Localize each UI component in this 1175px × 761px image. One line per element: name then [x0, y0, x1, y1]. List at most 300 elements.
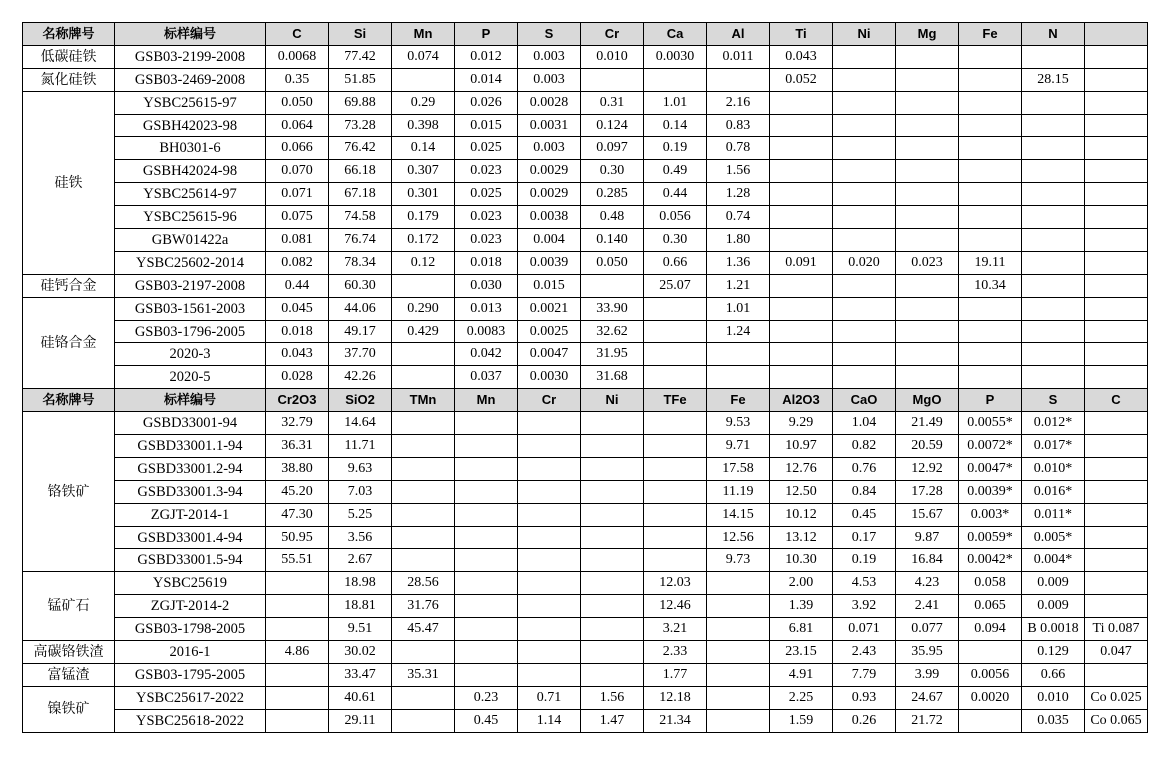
value-cell: 9.51: [329, 618, 392, 641]
value-cell: [1022, 45, 1085, 68]
value-cell: 1.04: [833, 412, 896, 435]
value-cell: 42.26: [329, 366, 392, 389]
value-cell: 0.004*: [1022, 549, 1085, 572]
value-cell: 44.06: [329, 297, 392, 320]
value-cell: [1085, 183, 1148, 206]
value-cell: 0.025: [455, 183, 518, 206]
value-cell: 36.31: [266, 435, 329, 458]
value-cell: 0.097: [581, 137, 644, 160]
value-cell: 1.24: [707, 320, 770, 343]
sample-id-cell: GSBD33001.1-94: [115, 435, 266, 458]
value-cell: [1022, 320, 1085, 343]
column-header: Cr2O3: [266, 389, 329, 412]
sample-id-cell: GSBD33001.3-94: [115, 480, 266, 503]
value-cell: 0.020: [833, 251, 896, 274]
value-cell: [833, 183, 896, 206]
value-cell: 0.66: [1022, 663, 1085, 686]
table-body: [23, 23, 1148, 733]
column-header: 名称牌号: [23, 389, 115, 412]
value-cell: 0.003: [518, 68, 581, 91]
value-cell: 0.19: [833, 549, 896, 572]
value-cell: 0.30: [581, 160, 644, 183]
value-cell: 76.42: [329, 137, 392, 160]
column-header: N: [1022, 23, 1085, 46]
value-cell: 49.17: [329, 320, 392, 343]
value-cell: 77.42: [329, 45, 392, 68]
value-cell: 19.11: [959, 251, 1022, 274]
value-cell: [581, 526, 644, 549]
value-cell: 0.023: [455, 206, 518, 229]
value-cell: 0.003: [518, 137, 581, 160]
material-name-cell: 高碳铬铁渣: [23, 641, 115, 664]
value-cell: 0.013: [455, 297, 518, 320]
value-cell: [896, 160, 959, 183]
sample-id-cell: GBW01422a: [115, 229, 266, 252]
table-row: [23, 343, 1148, 366]
value-cell: 0.71: [518, 686, 581, 709]
value-cell: 7.03: [329, 480, 392, 503]
value-cell: [1085, 480, 1148, 503]
header-row: [23, 23, 1148, 46]
value-cell: 2.41: [896, 595, 959, 618]
value-cell: [266, 618, 329, 641]
column-header: Mg: [896, 23, 959, 46]
value-cell: 0.48: [581, 206, 644, 229]
value-cell: 15.67: [896, 503, 959, 526]
value-cell: [1022, 137, 1085, 160]
sample-id-cell: 2020-3: [115, 343, 266, 366]
value-cell: [518, 503, 581, 526]
value-cell: [1085, 206, 1148, 229]
table-row: [23, 297, 1148, 320]
value-cell: [455, 595, 518, 618]
value-cell: 4.53: [833, 572, 896, 595]
value-cell: [707, 709, 770, 732]
value-cell: 0.14: [644, 114, 707, 137]
value-cell: 0.050: [581, 251, 644, 274]
value-cell: [896, 297, 959, 320]
value-cell: 0.010*: [1022, 457, 1085, 480]
value-cell: 28.56: [392, 572, 455, 595]
value-cell: 0.140: [581, 229, 644, 252]
value-cell: 0.070: [266, 160, 329, 183]
value-cell: [1085, 320, 1148, 343]
value-cell: [581, 457, 644, 480]
value-cell: [1022, 91, 1085, 114]
value-cell: [644, 549, 707, 572]
value-cell: [1085, 595, 1148, 618]
value-cell: [959, 229, 1022, 252]
value-cell: 1.47: [581, 709, 644, 732]
value-cell: 2.00: [770, 572, 833, 595]
value-cell: 32.62: [581, 320, 644, 343]
value-cell: 9.29: [770, 412, 833, 435]
value-cell: [644, 480, 707, 503]
value-cell: [518, 618, 581, 641]
value-cell: [1085, 503, 1148, 526]
column-header: [1085, 23, 1148, 46]
material-name-cell: 硅铬合金: [23, 297, 115, 389]
value-cell: [266, 663, 329, 686]
column-header: C: [1085, 389, 1148, 412]
value-cell: 0.012*: [1022, 412, 1085, 435]
value-cell: 0.0068: [266, 45, 329, 68]
value-cell: 0.74: [707, 206, 770, 229]
value-cell: 31.68: [581, 366, 644, 389]
value-cell: [644, 435, 707, 458]
value-cell: [455, 503, 518, 526]
value-cell: [707, 366, 770, 389]
value-cell: [644, 297, 707, 320]
value-cell: [392, 549, 455, 572]
value-cell: [1022, 183, 1085, 206]
value-cell: [896, 229, 959, 252]
column-header: Al: [707, 23, 770, 46]
value-cell: [896, 91, 959, 114]
sample-id-cell: YSBC25619: [115, 572, 266, 595]
value-cell: [833, 274, 896, 297]
table-row: [23, 274, 1148, 297]
value-cell: 0.0021: [518, 297, 581, 320]
value-cell: 0.043: [770, 45, 833, 68]
value-cell: 1.56: [581, 686, 644, 709]
value-cell: 12.92: [896, 457, 959, 480]
value-cell: 12.76: [770, 457, 833, 480]
value-cell: [266, 709, 329, 732]
value-cell: 0.12: [392, 251, 455, 274]
value-cell: [1085, 114, 1148, 137]
value-cell: [1085, 457, 1148, 480]
value-cell: [1085, 68, 1148, 91]
value-cell: 20.59: [896, 435, 959, 458]
value-cell: 0.028: [266, 366, 329, 389]
value-cell: 25.07: [644, 274, 707, 297]
value-cell: [1085, 274, 1148, 297]
sample-id-cell: YSBC25614-97: [115, 183, 266, 206]
value-cell: 1.77: [644, 663, 707, 686]
value-cell: [707, 572, 770, 595]
value-cell: 0.45: [833, 503, 896, 526]
value-cell: [455, 549, 518, 572]
value-cell: [1022, 366, 1085, 389]
value-cell: [518, 641, 581, 664]
value-cell: 1.59: [770, 709, 833, 732]
value-cell: [644, 412, 707, 435]
value-cell: [581, 572, 644, 595]
column-header: Fe: [707, 389, 770, 412]
value-cell: [770, 274, 833, 297]
value-cell: 0.017*: [1022, 435, 1085, 458]
value-cell: [392, 526, 455, 549]
value-cell: 67.18: [329, 183, 392, 206]
value-cell: 0.0029: [518, 183, 581, 206]
value-cell: [707, 595, 770, 618]
value-cell: 0.44: [266, 274, 329, 297]
value-cell: 0.82: [833, 435, 896, 458]
value-cell: 0.010: [581, 45, 644, 68]
table-row: [23, 480, 1148, 503]
value-cell: 32.79: [266, 412, 329, 435]
value-cell: 0.035: [1022, 709, 1085, 732]
value-cell: 0.76: [833, 457, 896, 480]
table-row: [23, 641, 1148, 664]
value-cell: [896, 68, 959, 91]
value-cell: [392, 480, 455, 503]
value-cell: [770, 297, 833, 320]
value-cell: [581, 435, 644, 458]
value-cell: 0.050: [266, 91, 329, 114]
value-cell: 0.0020: [959, 686, 1022, 709]
value-cell: [896, 114, 959, 137]
value-cell: 0.179: [392, 206, 455, 229]
value-cell: 1.14: [518, 709, 581, 732]
value-cell: 3.56: [329, 526, 392, 549]
value-cell: [266, 686, 329, 709]
value-cell: 29.11: [329, 709, 392, 732]
value-cell: 0.015: [455, 114, 518, 137]
table-row: [23, 663, 1148, 686]
value-cell: 1.01: [644, 91, 707, 114]
value-cell: [455, 572, 518, 595]
sample-id-cell: GSB03-2197-2008: [115, 274, 266, 297]
value-cell: 0.052: [770, 68, 833, 91]
column-header: Ca: [644, 23, 707, 46]
value-cell: [896, 137, 959, 160]
value-cell: [770, 343, 833, 366]
value-cell: [581, 412, 644, 435]
column-header: Mn: [392, 23, 455, 46]
value-cell: 0.0055*: [959, 412, 1022, 435]
value-cell: 0.094: [959, 618, 1022, 641]
value-cell: [959, 183, 1022, 206]
value-cell: 9.63: [329, 457, 392, 480]
value-cell: 3.92: [833, 595, 896, 618]
value-cell: 0.0047*: [959, 457, 1022, 480]
sample-id-cell: YSBC25615-97: [115, 91, 266, 114]
value-cell: 24.67: [896, 686, 959, 709]
value-cell: 0.082: [266, 251, 329, 274]
value-cell: [959, 91, 1022, 114]
material-name-cell: 富锰渣: [23, 663, 115, 686]
value-cell: [833, 91, 896, 114]
sample-id-cell: BH0301-6: [115, 137, 266, 160]
value-cell: [707, 641, 770, 664]
table-row: [23, 595, 1148, 618]
value-cell: 0.0030: [644, 45, 707, 68]
sample-id-cell: GSB03-2199-2008: [115, 45, 266, 68]
sample-id-cell: GSBD33001.2-94: [115, 457, 266, 480]
value-cell: [959, 709, 1022, 732]
value-cell: 0.023: [455, 160, 518, 183]
value-cell: 10.30: [770, 549, 833, 572]
value-cell: 3.99: [896, 663, 959, 686]
value-cell: [1085, 663, 1148, 686]
value-cell: 0.0031: [518, 114, 581, 137]
value-cell: [770, 366, 833, 389]
material-name-cell: 锰矿石: [23, 572, 115, 641]
value-cell: 30.02: [329, 641, 392, 664]
value-cell: [833, 366, 896, 389]
value-cell: 0.016*: [1022, 480, 1085, 503]
sample-id-cell: GSB03-1795-2005: [115, 663, 266, 686]
value-cell: [644, 343, 707, 366]
value-cell: [581, 480, 644, 503]
value-cell: 12.56: [707, 526, 770, 549]
value-cell: 1.01: [707, 297, 770, 320]
value-cell: 11.19: [707, 480, 770, 503]
value-cell: 18.81: [329, 595, 392, 618]
value-cell: [392, 686, 455, 709]
value-cell: 12.46: [644, 595, 707, 618]
value-cell: 10.97: [770, 435, 833, 458]
value-cell: 0.026: [455, 91, 518, 114]
value-cell: [581, 595, 644, 618]
value-cell: 0.071: [833, 618, 896, 641]
value-cell: 0.290: [392, 297, 455, 320]
value-cell: 0.0039*: [959, 480, 1022, 503]
value-cell: [833, 68, 896, 91]
value-cell: [833, 297, 896, 320]
value-cell: 0.0042*: [959, 549, 1022, 572]
value-cell: 0.065: [959, 595, 1022, 618]
value-cell: 0.018: [266, 320, 329, 343]
column-header: Ti: [770, 23, 833, 46]
value-cell: 0.78: [707, 137, 770, 160]
value-cell: 2.16: [707, 91, 770, 114]
value-cell: [959, 366, 1022, 389]
value-cell: 0.301: [392, 183, 455, 206]
value-cell: [1085, 251, 1148, 274]
column-header: Fe: [959, 23, 1022, 46]
value-cell: 0.043: [266, 343, 329, 366]
value-cell: 50.95: [266, 526, 329, 549]
value-cell: [770, 137, 833, 160]
value-cell: [518, 663, 581, 686]
value-cell: 9.87: [896, 526, 959, 549]
value-cell: 0.398: [392, 114, 455, 137]
value-cell: 0.129: [1022, 641, 1085, 664]
material-name-cell: 硅钙合金: [23, 274, 115, 297]
value-cell: 0.17: [833, 526, 896, 549]
value-cell: [644, 503, 707, 526]
value-cell: [1022, 229, 1085, 252]
value-cell: 0.091: [770, 251, 833, 274]
column-header: P: [455, 23, 518, 46]
value-cell: 0.35: [266, 68, 329, 91]
value-cell: 0.49: [644, 160, 707, 183]
table-row: [23, 68, 1148, 91]
value-cell: [833, 114, 896, 137]
value-cell: [581, 663, 644, 686]
value-cell: 0.93: [833, 686, 896, 709]
value-cell: [266, 595, 329, 618]
value-cell: 0.0029: [518, 160, 581, 183]
value-cell: 9.53: [707, 412, 770, 435]
material-name-cell: 铬铁矿: [23, 412, 115, 572]
table-row: [23, 45, 1148, 68]
table-row: [23, 457, 1148, 480]
value-cell: [770, 206, 833, 229]
value-cell: [644, 526, 707, 549]
value-cell: 0.030: [455, 274, 518, 297]
value-cell: 0.018: [455, 251, 518, 274]
column-header: P: [959, 389, 1022, 412]
value-cell: [1022, 274, 1085, 297]
value-cell: [518, 572, 581, 595]
table-row: [23, 137, 1148, 160]
table-row: [23, 503, 1148, 526]
column-header: Al2O3: [770, 389, 833, 412]
value-cell: 12.50: [770, 480, 833, 503]
value-cell: 21.72: [896, 709, 959, 732]
value-cell: 11.71: [329, 435, 392, 458]
value-cell: 0.009: [1022, 595, 1085, 618]
column-header: Ni: [581, 389, 644, 412]
value-cell: 17.58: [707, 457, 770, 480]
value-cell: Ti 0.087: [1085, 618, 1148, 641]
value-cell: B 0.0018: [1022, 618, 1085, 641]
value-cell: 0.30: [644, 229, 707, 252]
value-cell: 9.71: [707, 435, 770, 458]
value-cell: 0.004: [518, 229, 581, 252]
value-cell: [770, 229, 833, 252]
table-row: [23, 91, 1148, 114]
column-header: 标样编号: [115, 389, 266, 412]
value-cell: 35.95: [896, 641, 959, 664]
value-cell: [581, 641, 644, 664]
value-cell: 0.009: [1022, 572, 1085, 595]
value-cell: [518, 412, 581, 435]
value-cell: [959, 320, 1022, 343]
value-cell: [707, 663, 770, 686]
value-cell: 12.18: [644, 686, 707, 709]
sample-id-cell: GSBH42023-98: [115, 114, 266, 137]
value-cell: [518, 435, 581, 458]
value-cell: 0.31: [581, 91, 644, 114]
sample-id-cell: 2020-5: [115, 366, 266, 389]
value-cell: 0.012: [455, 45, 518, 68]
table-row: [23, 526, 1148, 549]
sample-id-cell: 2016-1: [115, 641, 266, 664]
value-cell: 45.20: [266, 480, 329, 503]
table-row: [23, 549, 1148, 572]
value-cell: 0.124: [581, 114, 644, 137]
column-header: TFe: [644, 389, 707, 412]
value-cell: 0.0056: [959, 663, 1022, 686]
material-name-cell: 低碳硅铁: [23, 45, 115, 68]
value-cell: [833, 137, 896, 160]
value-cell: [896, 320, 959, 343]
value-cell: [1085, 229, 1148, 252]
value-cell: 1.39: [770, 595, 833, 618]
table-row: [23, 686, 1148, 709]
value-cell: 10.12: [770, 503, 833, 526]
value-cell: [1085, 572, 1148, 595]
value-cell: 9.73: [707, 549, 770, 572]
value-cell: [896, 206, 959, 229]
column-header: C: [266, 23, 329, 46]
value-cell: 0.0047: [518, 343, 581, 366]
value-cell: 0.081: [266, 229, 329, 252]
value-cell: [1085, 549, 1148, 572]
value-cell: [896, 274, 959, 297]
value-cell: [392, 641, 455, 664]
table-row: [23, 206, 1148, 229]
value-cell: [392, 457, 455, 480]
value-cell: [770, 114, 833, 137]
value-cell: 0.011*: [1022, 503, 1085, 526]
table-row: [23, 618, 1148, 641]
